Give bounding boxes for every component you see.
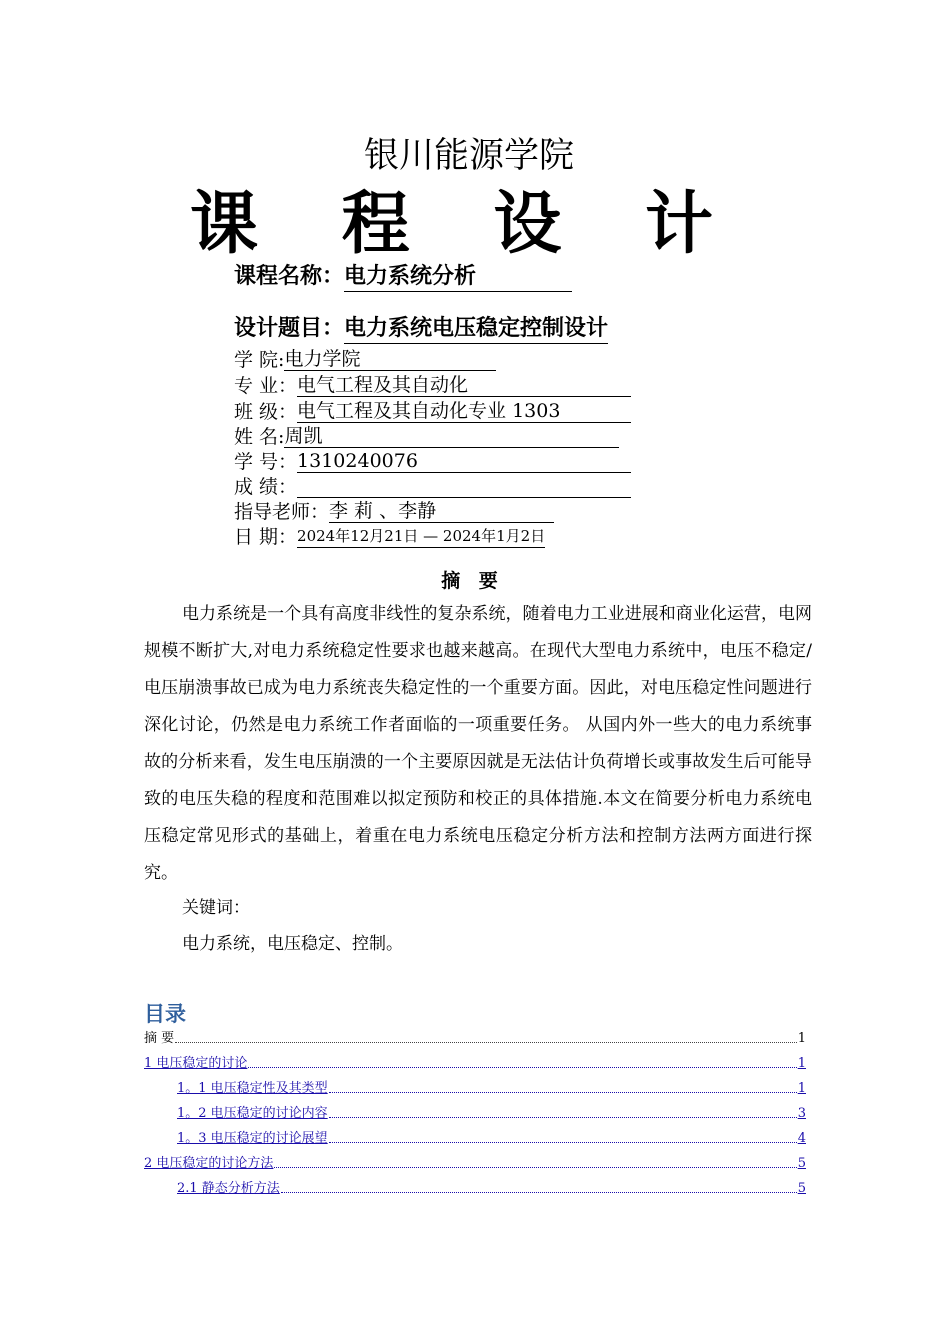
info-date: [234, 525, 545, 549]
toc-leader: [329, 1142, 797, 1143]
keywords-list: 电力系统，电压稳定、控制。: [182, 934, 403, 954]
info-major: [234, 374, 631, 398]
info-value: 电气工程及其自动化专业 1303: [297, 400, 631, 423]
info-label: 学 院:: [234, 349, 285, 371]
toc-entry-section-1-3[interactable]: [177, 1128, 806, 1146]
info-value: [297, 475, 631, 498]
toc-page-number[interactable]: 1: [797, 1056, 806, 1071]
course-name-value: 电力系统分析: [344, 259, 572, 292]
toc-entry-text[interactable]: 1。3 电压稳定的讨论展望: [177, 1131, 328, 1146]
keywords-label: 关键词：: [182, 898, 250, 918]
toc-title: 目录: [144, 1002, 186, 1026]
toc-entry-text[interactable]: 2.1 静态分析方法: [177, 1181, 280, 1196]
info-label: 专 业：: [234, 375, 298, 397]
info-advisor: [234, 500, 554, 524]
info-label: 姓 名:: [234, 426, 285, 448]
toc-leader: [329, 1092, 797, 1093]
toc-entry-section-1-1[interactable]: [177, 1078, 806, 1096]
toc-entry-section-1-2[interactable]: [177, 1103, 806, 1121]
info-grade: [234, 475, 631, 499]
toc-page-number[interactable]: 5: [797, 1156, 806, 1171]
info-student-id: [234, 450, 631, 474]
toc-entry-chapter-1[interactable]: [144, 1053, 806, 1071]
toc-entry-text[interactable]: 2 电压稳定的讨论方法: [144, 1156, 274, 1171]
abstract-body: 电力系统是一个具有高度非线性的复杂系统，随着电力工业进展和商业化运营，电网规模不断扩大,对电力系统稳定性要求也越来越高。在现代大型电力系统中，电压不稳定/电压崩溃事故已成为电力系统丧失稳定性的一个重要方面。因此，对电压稳定性问题进行深化讨论，仍然是电力系统工作者面临的一项重要任务。 从国内外一些大的电力系统事故的分析来看，发生电压崩溃的一个主要原因就是无法估计负荷增长或事故发生后可能导致的电压失稳的程度和范围难以拟定预防和校正的具体措施.本文在简要分析电力系统电压稳定常见形式的基础上，着重在电力系统电压稳定分析方法和控制方法两方面进行探究。: [144, 604, 812, 883]
info-label: 指导老师：: [234, 501, 330, 523]
info-name: [234, 425, 619, 449]
info-value: 1310240076: [297, 450, 631, 473]
toc-leader: [274, 1167, 796, 1168]
toc-page-number: 1: [797, 1031, 806, 1046]
info-label: 班 级：: [234, 401, 298, 423]
info-value: 李 莉 、李静: [329, 500, 554, 523]
school-name: 银川能源学院: [363, 136, 574, 176]
toc-entry-abstract: [144, 1028, 806, 1046]
design-topic-line: [234, 311, 608, 344]
toc-entry-section-2-1[interactable]: [177, 1178, 806, 1196]
toc-entry-text[interactable]: 1。1 电压稳定性及其类型: [177, 1081, 328, 1096]
info-value: 电力学院: [284, 348, 496, 371]
info-college: [234, 348, 496, 372]
toc-page-number[interactable]: 3: [797, 1106, 806, 1121]
toc-leader: [281, 1192, 797, 1193]
info-value: 2024年12月21日 — 2024年1月2日: [297, 525, 545, 548]
info-label: 成 绩：: [234, 476, 298, 498]
toc-page-number[interactable]: 4: [797, 1131, 806, 1146]
design-topic-value: 电力系统电压稳定控制设计: [344, 311, 608, 344]
toc-entry-chapter-2[interactable]: [144, 1153, 806, 1171]
toc-leader: [175, 1042, 797, 1043]
info-label: 日 期：: [234, 526, 298, 548]
toc-entry-text[interactable]: 1 电压稳定的讨论: [144, 1056, 248, 1071]
toc-page-number[interactable]: 1: [797, 1081, 806, 1096]
toc-leader: [329, 1117, 797, 1118]
toc-page-number[interactable]: 5: [797, 1181, 806, 1196]
design-topic-label: 设计题目：: [234, 316, 345, 341]
toc-leader: [248, 1067, 796, 1068]
info-value: 周凯: [284, 425, 619, 448]
info-label: 学 号：: [234, 451, 298, 473]
document-title: 课 程 设 计: [190, 185, 744, 264]
course-name-line: [234, 259, 572, 292]
info-class: [234, 400, 631, 424]
toc-entry-text: 摘 要: [144, 1031, 175, 1046]
abstract-title: 摘 要: [441, 570, 504, 592]
course-name-label: 课程名称：: [234, 264, 345, 289]
info-value: 电气工程及其自动化: [297, 374, 631, 397]
toc-entry-text[interactable]: 1。2 电压稳定的讨论内容: [177, 1106, 328, 1121]
